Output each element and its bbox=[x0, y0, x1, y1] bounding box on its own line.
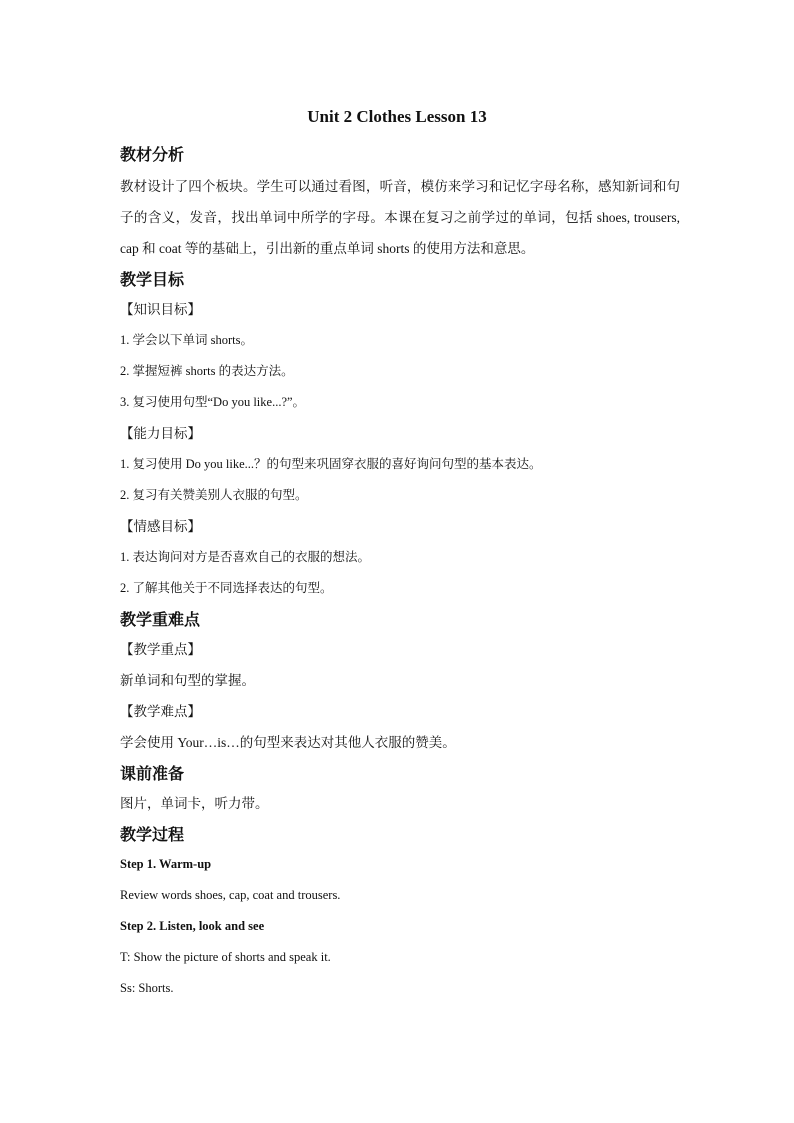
focus-label: 【教学重点】 bbox=[120, 642, 201, 657]
preparation-text: 图片，单词卡，听力带。 bbox=[120, 796, 269, 811]
knowledge-goal-item: 2. 掌握短裤 shorts 的表达方法。 bbox=[120, 364, 294, 378]
emotion-goal-item: 1. 表达询问对方是否喜欢自己的衣服的想法。 bbox=[120, 550, 371, 564]
document-body bbox=[120, 141, 680, 1004]
section-heading-key-points: 教学重难点 bbox=[120, 610, 201, 629]
knowledge-goal-item: 1. 学会以下单词 shorts。 bbox=[120, 333, 253, 347]
section-heading-analysis: 教材分析 bbox=[120, 145, 185, 164]
section-heading-goals: 教学目标 bbox=[120, 270, 185, 289]
step2-line: Ss: Shorts. bbox=[120, 981, 174, 995]
ability-goal-item: 1. 复习使用 Do you like...？的句型来巩固穿衣服的喜好询问句型的基本表达。 bbox=[120, 457, 542, 471]
step2-line: T: Show the picture of shorts and speak it. bbox=[120, 950, 331, 964]
ability-goals-label: 【能力目标】 bbox=[120, 426, 201, 441]
ability-goal-item: 2. 复习有关赞美别人衣服的句型。 bbox=[120, 488, 308, 502]
document-title: Unit 2 Clothes Lesson 13 bbox=[307, 107, 487, 126]
step1-title: Step 1. Warm-up bbox=[120, 857, 212, 871]
emotion-goals-label: 【情感目标】 bbox=[120, 519, 201, 534]
focus-text: 新单词和句型的掌握。 bbox=[120, 673, 255, 688]
section-heading-process: 教学过程 bbox=[120, 825, 185, 844]
analysis-paragraph: 教材设计了四个板块。学生可以通过看图，听音，模仿来学习和记忆字母名称，感知新词和句子的含义，发音，找出单词中所学的字母。本课在复习之前学过的单词，包括 shoes, trousers, cap 和 coat 等的基础上，引出新的重点单词 shorts 的使用方法和意思。 bbox=[120, 179, 680, 256]
section-heading-preparation: 课前准备 bbox=[120, 764, 185, 783]
difficulty-label: 【教学难点】 bbox=[120, 704, 201, 719]
step1-text: Review words shoes, cap, coat and trousers. bbox=[120, 888, 341, 902]
step2-title: Step 2. Listen, look and see bbox=[120, 919, 265, 933]
emotion-goal-item: 2. 了解其他关于不同选择表达的句型。 bbox=[120, 581, 333, 595]
knowledge-goal-item: 3. 复习使用句型“Do you like...?”。 bbox=[120, 395, 306, 409]
difficulty-text: 学会使用 Your…is…的句型来表达对其他人衣服的赞美。 bbox=[120, 735, 456, 750]
knowledge-goals-label: 【知识目标】 bbox=[120, 302, 201, 317]
